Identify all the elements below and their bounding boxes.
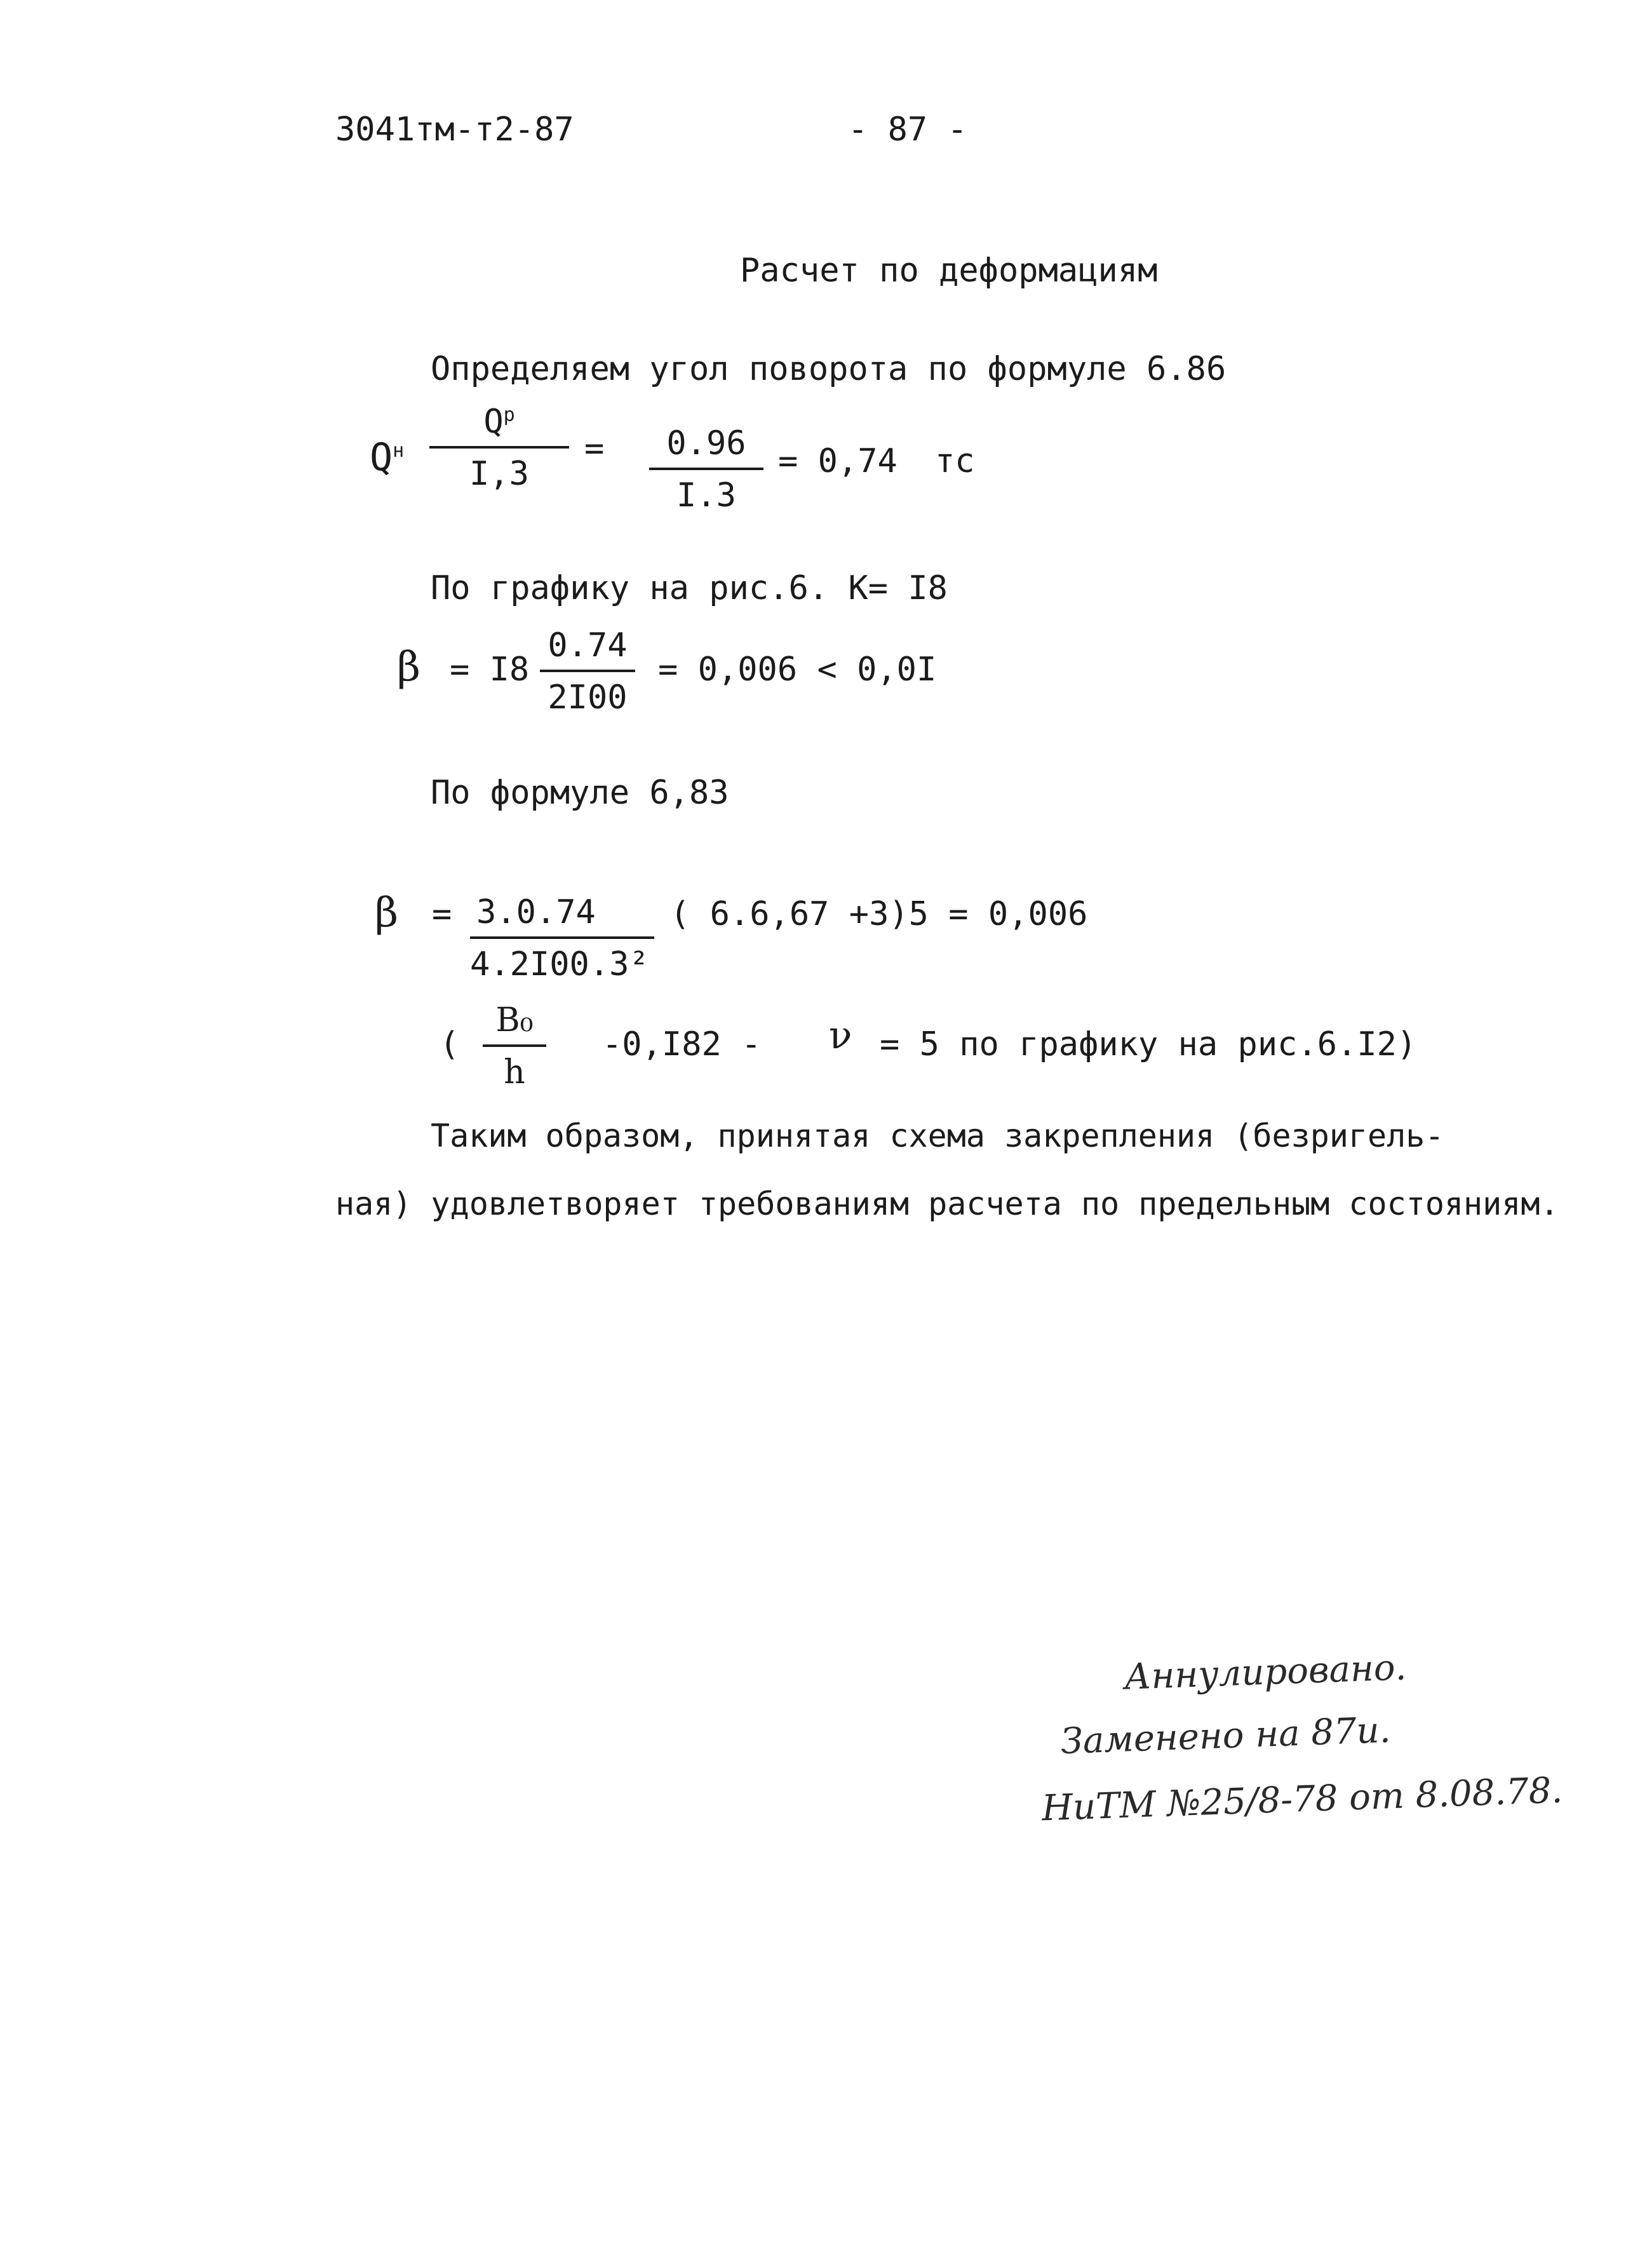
formula-3-lhs: β: [375, 889, 398, 936]
formula-2-fraction: [540, 626, 635, 717]
formula-reference: По формуле 6,83: [431, 774, 729, 812]
conclusion-line-1: Таким образом, принятая схема закрепления (безригель-: [431, 1117, 1444, 1154]
formula-4-denominator: h: [504, 1053, 525, 1091]
formula-1-frac-1-numerator-sup: р: [503, 403, 515, 426]
formula-1-unit: тс: [935, 442, 975, 480]
formula-3-equals: =: [432, 895, 452, 933]
formula-3-numerator: 3.0.74: [476, 893, 596, 931]
formula-4-open-paren: (: [440, 1025, 460, 1063]
doc-code: 3041тм-т2-87: [335, 111, 574, 149]
formula-4-middle: -0,I82 -: [602, 1025, 762, 1063]
page-number: - 87 -: [848, 111, 967, 149]
formula-1-equals: =: [584, 429, 605, 468]
conclusion-line-2: ная) удовлетворяет требованиям расчета по предельным состояниям.: [335, 1185, 1559, 1222]
intro-text: Определяем угол поворота по формуле 6.86: [431, 350, 1226, 388]
handwritten-line-1: Аннулировано.: [1124, 1647, 1408, 1698]
formula-1-frac-2-denominator: I.3: [676, 476, 736, 515]
fraction-bar: [483, 1044, 546, 1047]
handwritten-line-3: НиТМ №25/8-78 от 8.08.78.: [1041, 1769, 1564, 1830]
fraction-bar: [429, 446, 569, 449]
formula-4-nu: ν: [829, 1013, 852, 1058]
formula-3-fraction: [470, 893, 654, 983]
fraction-bar: [470, 936, 654, 939]
graph-reference-line: По графику на рис.6. К= I8: [431, 569, 948, 607]
formula-3-tail: ( 6.6,67 +3)5 = 0,006: [670, 895, 1088, 933]
formula-3-denominator: 4.2I00.3²: [470, 945, 649, 983]
formula-2-lhs: β: [397, 644, 420, 691]
formula-1-frac-1-numerator: Q: [483, 403, 504, 441]
formula-1-result: = 0,74: [778, 442, 897, 480]
formula-4-tail: = 5 по графику на рис.6.I2): [880, 1025, 1417, 1063]
formula-1-lhs-sup: н: [393, 440, 405, 462]
formula-2-coefficient: = I8: [450, 651, 530, 689]
formula-1-fraction-1: [429, 403, 569, 493]
formula-2-numerator: 0.74: [548, 626, 628, 665]
section-title: Расчет по деформациям: [740, 252, 1158, 290]
formula-4-numerator: B₀: [495, 1001, 534, 1039]
formula-4-fraction: [483, 1001, 546, 1091]
handwritten-line-2: Заменено на 87и.: [1060, 1709, 1392, 1763]
formula-1-frac-1-denominator: I,3: [469, 455, 529, 493]
formula-1-frac-2-numerator: 0.96: [666, 424, 746, 462]
formula-2-denominator: 2I00: [548, 678, 628, 717]
fraction-bar: [540, 670, 635, 672]
formula-2-result: = 0,006 < 0,0I: [658, 651, 937, 689]
formula-1-fraction-2: [649, 424, 763, 515]
formula-1-lhs: Q: [370, 435, 393, 480]
fraction-bar: [649, 468, 763, 470]
